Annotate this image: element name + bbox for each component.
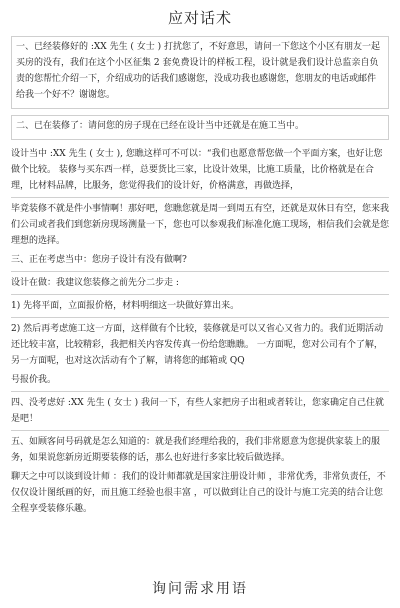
section-4 xyxy=(11,395,389,427)
divider xyxy=(11,317,389,318)
section-5 xyxy=(11,434,389,517)
section-5-text: 五、如顾客问号码就是怎么知道的：就是我们经理给我的，我们非常愿意为您提供家装上的服务，如果说您新房近期要装修的话，那么也好进行多家比较后做选择。 xyxy=(11,437,381,463)
footer-title: 询问需求用语 xyxy=(152,581,248,597)
section-3-line-a: 设计在做：我建议您装修之前先分二步走 : xyxy=(11,278,179,288)
section-3-step-1: 1) 先将平面，立面报价格，材料明细这一块做好算出来。 xyxy=(11,301,240,311)
section-2-paragraph-a: 设计当中 :XX 先生 ( 女士 ), 您瞧这样可不可以：“我们也愿意帮您做一个平面方案，也好让您做个比较。 装修与买东西一样，总要货比三家，比设计效果，比施工质量，比价格就是在合理，比材料品牌，比服务，您觉得我们的设计好，价格满意，再做选择， xyxy=(11,149,383,191)
section-3 xyxy=(11,252,389,388)
section-2-heading: 二、已在装修了：请问您的房子现在已经在设计当中还就是在施工当中。 xyxy=(16,121,305,131)
section-6-text: 聊天之中可以谈到设计师 ：我们的设计师都就是国家注册设计师 ，非常优秀，非常负责任，不仅仅设计图纸画的好，而且施工经验也很丰富 ，可以做到让自己的设计与施工完美的结合让您全程享受装修乐趣。 xyxy=(11,472,386,514)
section-1-box xyxy=(11,36,389,109)
divider xyxy=(11,294,389,295)
divider xyxy=(11,391,389,392)
section-2-body xyxy=(11,146,389,249)
divider xyxy=(11,197,389,198)
divider xyxy=(11,271,389,272)
section-3-heading: 三、正在考虑当中：您房子设计有没有做啊? xyxy=(11,255,187,265)
section-3-step-2-end: 号报价我。 xyxy=(11,375,57,385)
page-title: 应对话术 xyxy=(167,9,232,27)
section-4-text: 四、没考虑好 :XX 先生 ( 女士 ) 我问一下，有些人家把房子出租或者转让，您家确定自己住就是吧！ xyxy=(11,398,385,424)
section-3-step-2: 2) 然后再考虑施工这一方面，这样做有个比较，装修就是可以又省心又省力的。我们近期活动还比较丰富，比较精彩，我把相关内容发传真一份给您瞧瞧。 一方面呢，您对公司有个了解，另一方面呢，也对这次活动有个了解，请将您的邮箱或 QQ xyxy=(11,324,384,366)
section-2-paragraph-b: 毕竟装修不就是件小事情啊！那好吧，您瞧您就是周一到周五有空，还就是双休日有空，您来我们公司或者我们到您新房现场测量一下，您也可以参观我们标准化施工现场，相信我们会就是您理想的选择。 xyxy=(11,204,390,246)
section-1-text: 一、已经装修好的 :XX 先生 ( 女士 ) 打扰您了，不好意思，请问一下您这个小区有朋友一起买房的没有，我们在这个小区征集 2 套免费设计的样板工程，设计就是我们设计总监亲自负责的您帮忙介绍一下，介绍成功的话我们感谢您，没成功我也感谢您，您朋友的电话或邮件给我一个好不？谢谢您。 xyxy=(16,42,381,100)
section-2-box xyxy=(11,115,389,140)
divider xyxy=(11,430,389,431)
